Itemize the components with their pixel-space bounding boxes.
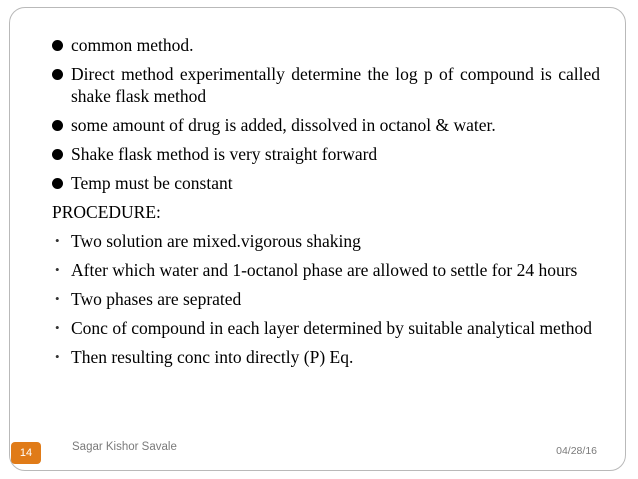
bullet-dot-icon xyxy=(52,149,63,160)
procedure-step xyxy=(52,317,600,339)
slide-number-badge: 14 xyxy=(11,442,41,464)
bullet-text: Shake flask method is very straight forward xyxy=(71,144,378,164)
footer-author: Sagar Kishor Savale xyxy=(72,441,177,453)
bullet-dot-icon xyxy=(52,120,63,131)
procedure-step-text: After which water and 1-octanol phase are allowed to settle for 24 hours xyxy=(71,260,578,280)
bullet-item xyxy=(52,114,600,136)
procedure-step-text: Conc of compound in each layer determined by suitable analytical method xyxy=(71,318,592,338)
bullet-item xyxy=(52,34,600,56)
procedure-heading: PROCEDURE: xyxy=(52,202,161,222)
procedure-step xyxy=(52,259,600,281)
procedure-step xyxy=(52,230,600,252)
slide-content xyxy=(52,34,600,375)
bullet-text: some amount of drug is added, dissolved in octanol & water. xyxy=(71,115,496,135)
small-bullet-icon: • xyxy=(55,233,60,248)
bullet-dot-icon xyxy=(52,69,63,80)
bullet-text: common method. xyxy=(71,35,194,55)
bullet-dot-icon xyxy=(52,178,63,189)
procedure-step xyxy=(52,288,600,310)
small-bullet-icon: • xyxy=(55,291,60,306)
procedure-step-text: Then resulting conc into directly (P) Eq. xyxy=(71,347,354,367)
bullet-text: Temp must be constant xyxy=(71,173,233,193)
bullet-dot-icon xyxy=(52,40,63,51)
small-bullet-icon: • xyxy=(55,262,60,277)
procedure-step-text: Two solution are mixed.vigorous shaking xyxy=(71,231,361,251)
footer-date: 04/28/16 xyxy=(556,445,597,457)
procedure-step-text: Two phases are seprated xyxy=(71,289,242,309)
small-bullet-icon: • xyxy=(55,349,60,364)
bullet-item xyxy=(52,63,600,107)
bullet-item xyxy=(52,172,600,194)
small-bullet-icon: • xyxy=(55,320,60,335)
bullet-item xyxy=(52,143,600,165)
procedure-step xyxy=(52,346,600,368)
bullet-text: Direct method experimentally determine the log p of compound is called shake flask method xyxy=(71,64,600,106)
